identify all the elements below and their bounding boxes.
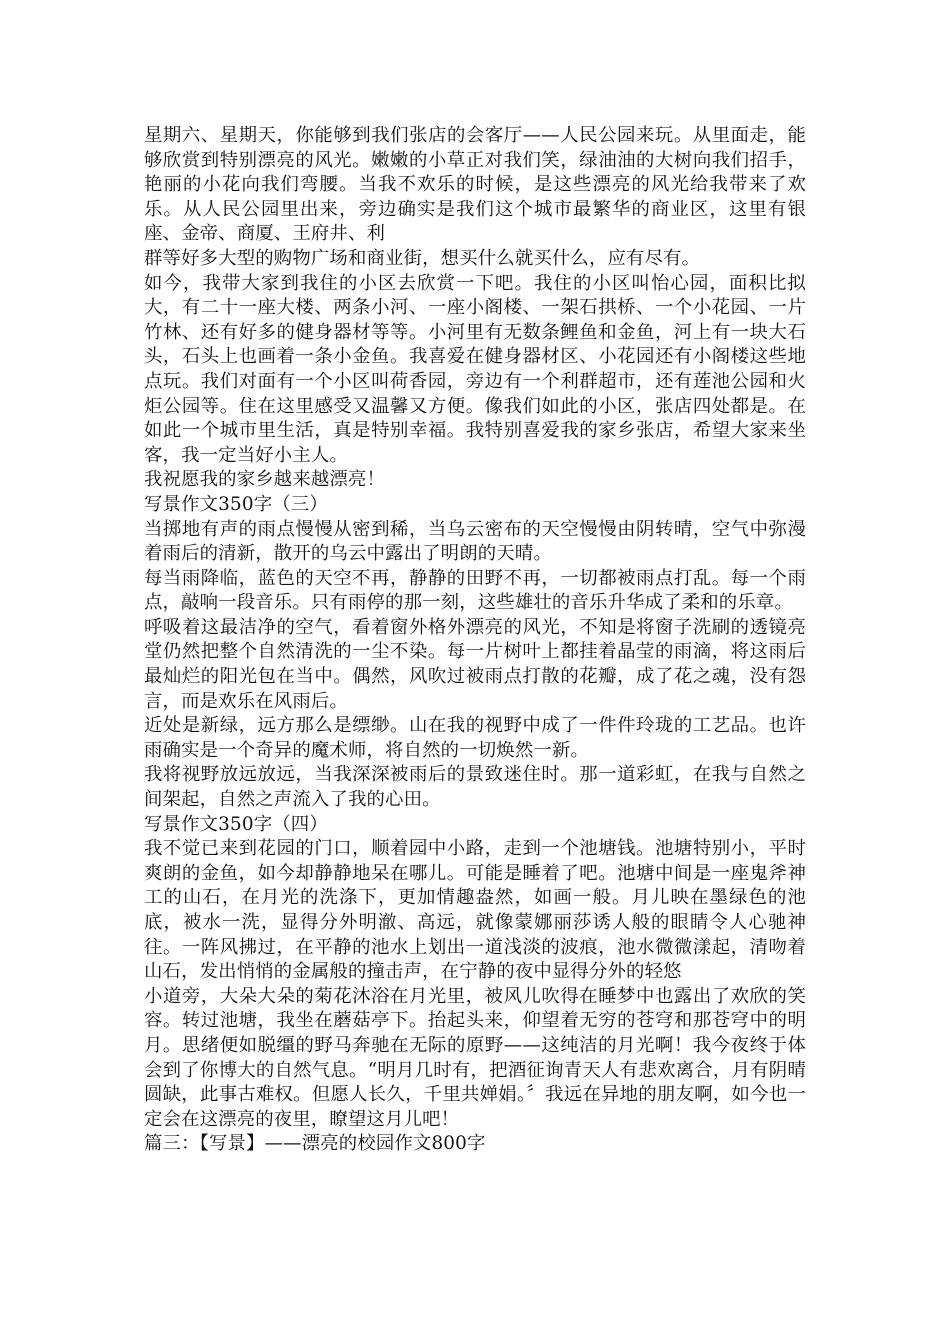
article-heading-part-three: 篇三：【写景】——漂亮的校园作文800字 (144, 1133, 486, 1155)
paragraph-pond: 我不觉已来到花园的门口，顺着园中小路，走到一个池塘钱。池塘特别小，平时爽朗的金鱼，如今却静静地呆在哪儿。可能是睡着了吧。池塘中间是一座鬼斧神工的山石，在月光的洗涤下，更加情趣盎然，如画一般。月儿映在墨绿色的池底，被水一洗，显得分外明澈、高远，就像蒙娜丽莎诱人般的眼睛令人心驰神往。一阵风拂过，在平静的池水上划出一道浅淡的波痕，池水微微漾起，清吻着山石，发出悄悄的金属般的撞击声，在宁静的夜中显得分外的轻悠 (144, 838, 806, 983)
document-body (144, 124, 806, 1157)
paragraph-wish: 我祝愿我的家乡越来越漂亮！ (144, 469, 386, 491)
paragraph-shopping: 群等好多大型的购物广场和商业街，想买什么就买什么，应有尽有。 (144, 247, 701, 269)
paragraph-park: 星期六、星期天，你能够到我们张店的会客厅——人民公园来玩。从里面走，能够欣赏到特别漂亮的风光。嫩嫩的小草正对我们笑，绿油油的大树向我们招手，艳丽的小花向我们弯腰。当我不欢乐的时候，是这些漂亮的风光给我带来了欢乐。从人民公园里出来，旁边确实是我们这个城市最繁华的商业区，这里有银座、金帝、商厦、王府井、利 (144, 125, 806, 245)
section-heading-four: 写景作文350字（四） (144, 813, 328, 835)
paragraph-near-far: 近处是新绿，远方那么是缥缈。山在我的视野中成了一件件玲珑的工艺品。也许雨确实是一个奇异的魔术师，将自然的一切焕然一新。 (144, 715, 806, 761)
section-heading-three: 写景作文350字（三） (144, 493, 328, 515)
paragraph-rainbow: 我将视野放远放远，当我深深被雨后的景致迷住时。那一道彩虹，在我与自然之间架起，自然之声流入了我的心田。 (144, 764, 806, 811)
paragraph-fresh-air: 呼吸着这最洁净的空气，看着窗外格外漂亮的风光，不知是将窗子洗刷的透镜亮堂仍然把整个自然清洗的一尘不染。每一片树叶上都挂着晶莹的雨滴，将这雨后最灿烂的阳光包在当中。偶然，风吹过被雨点打散的花瓣，成了花之魂，没有怨言，而是欢乐在风雨后。 (144, 616, 806, 712)
paragraph-moon: 小道旁，大朵大朵的菊花沐浴在月光里，被风儿吹得在睡梦中也露出了欢欣的笑容。转过池塘，我坐在蘑菇亭下。抬起头来，仰望着无穷的苍穹和那苍穹中的明月。思绪便如脱缰的野马奔驰在无际的原野——这纯洁的月光啊！我今夜终于体会到了你博大的自然气息。“明月几时有，把酒征询青天人有悲欢离合，月有阴晴圆缺，此事古难权。但愿人长久，千里共婵娟。〞我远在异地的朋友啊，如今也一定会在这漂亮的夜里，瞭望这月儿吧！ (144, 985, 806, 1130)
paragraph-neighborhood: 如今，我带大家到我住的小区去欣赏一下吧。我住的小区叫怡心园，面积比拟大，有二十一座大楼、两条小河、一座小阁楼、一架石拱桥、一个小花园、一片竹林、还有好多的健身器材等等。小河里有无数条鲤鱼和金鱼，河上有一块大石头，石头上也画着一条小金鱼。我喜爱在健身器材区、小花园还有小阁楼这些地点玩。我们对面有一个小区叫荷香园，旁边有一个利群超市，还有莲池公园和火炬公园等。住在这里感受又温馨又方便。像我们如此的小区，张店四处都是。在如此一个城市里生活，真是特别幸福。我特别喜爱我的家乡张店，希望大家来坐客，我一定当好小主人。 (144, 272, 806, 466)
paragraph-rain-music: 每当雨降临，蓝色的天空不再，静静的田野不再，一切都被雨点打乱。每一个雨点，敲响一段音乐。只有雨停的那一刻，这些雄壮的音乐升华成了柔和的乐章。 (144, 567, 806, 614)
paragraph-rain-intro: 当掷地有声的雨点慢慢从密到稀，当乌云密布的天空慢慢由阴转晴，空气中弥漫着雨后的清新，散开的乌云中露出了明朗的天晴。 (144, 518, 806, 565)
